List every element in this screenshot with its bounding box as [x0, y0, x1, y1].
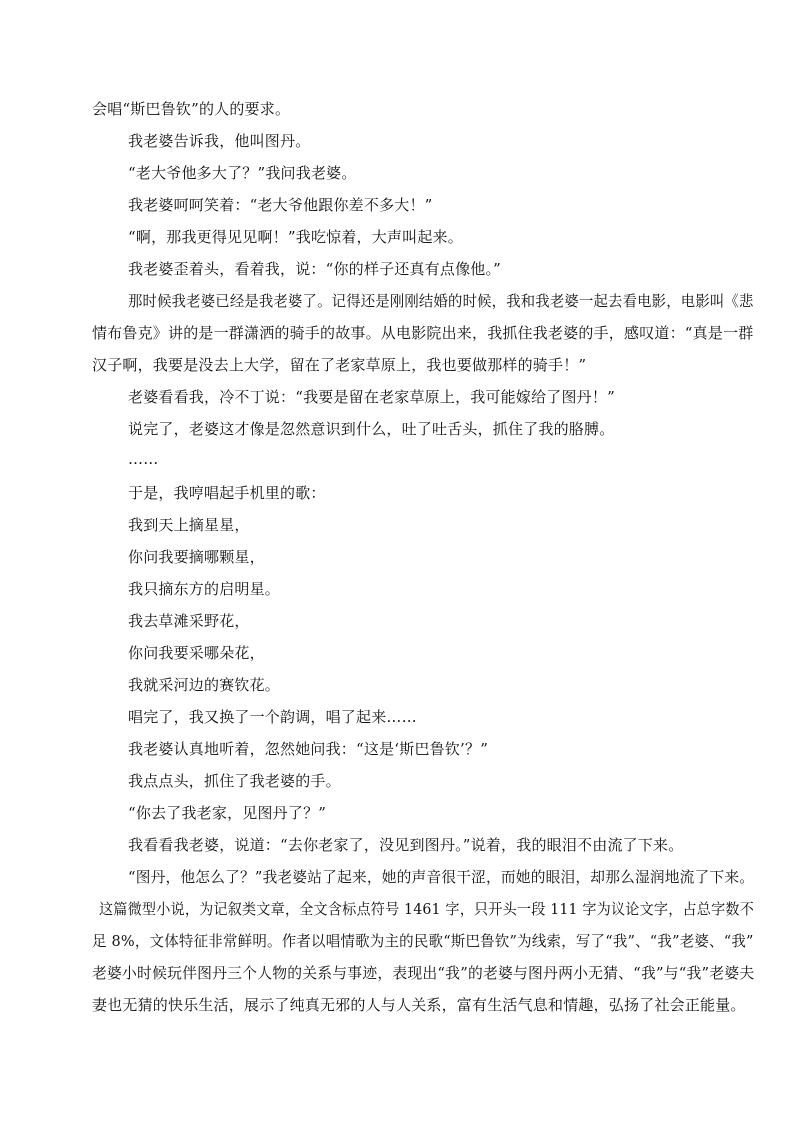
- text-line: 你问我要摘哪颗星，: [128, 548, 265, 566]
- text-line: 我就采河边的赛钦花。: [128, 676, 281, 694]
- text-line: 情布鲁克》讲的是一群潇洒的骑手的故事。从电影院出来，我抓住我老婆的手，感叹道：“真是一群: [92, 324, 754, 342]
- text-line: 会唱“斯巴鲁钦”的人的要求。: [92, 100, 291, 118]
- text-line: 我去草滩采野花，: [128, 612, 250, 630]
- text-line: 说完了，老婆这才像是忽然意识到什么，吐了吐舌头，抓住了我的胳膊。: [128, 420, 615, 438]
- text-line: 足 8%，文体特征非常鲜明。作者以唱情歌为主的民歌“斯巴鲁钦”为线索，写了“我”、“我”老婆、“我”: [92, 932, 754, 950]
- text-line: “图丹，他怎么了？”我老婆站了起来，她的声音很干涩，而她的眼泪，却那么湿润地流了下来。: [128, 868, 755, 886]
- text-line: 汉子啊，我要是没去上大学，留在了老家草原上，我也要做那样的骑手！”: [92, 356, 587, 374]
- text-line: 你问我要采哪朵花，: [128, 644, 265, 662]
- text-line: 我只摘东方的启明星。: [128, 580, 281, 598]
- text-line: “你去了我老家，见图丹了？”: [128, 804, 327, 822]
- text-line: 老婆小时候玩伴图丹三个人物的关系与事迹，表现出“我”的老婆与图丹两小无猜、“我”与“我”老婆夫: [92, 964, 755, 982]
- text-line: 妻也无猜的快乐生活，展示了纯真无邪的人与人关系，富有生活气息和情趣，弘扬了社会正能量。: [92, 996, 746, 1014]
- text-line: 我老婆呵呵笑着：“老大爷他跟你差不多大！”: [128, 196, 433, 214]
- text-line: 我老婆认真地听着，忽然她问我：“这是‘斯巴鲁钦’？”: [128, 740, 489, 758]
- text-line: 我看看我老婆，说道：“去你老家了，没见到图丹。”说着，我的眼泪不由流了下来。: [128, 836, 684, 854]
- text-line: 这篇微型小说，为记叙类文章，全文含标点符号 1461 字，只开头一段 111 字为议论文字，占总字数不: [99, 900, 755, 918]
- text-line: 于是，我哼唱起手机里的歌：: [128, 484, 326, 502]
- text-line: 唱完了，我又换了一个韵调，唱了起来……: [128, 708, 417, 726]
- text-line: 我老婆歪着头，看着我，说：“你的样子还真有点像他。”: [128, 260, 502, 278]
- text-line: ……: [128, 450, 159, 468]
- text-line: 我老婆告诉我，他叫图丹。: [128, 132, 311, 150]
- text-line: 我点点头，抓住了我老婆的手。: [128, 772, 341, 790]
- text-line: “啊，那我更得见见啊！”我吃惊着，大声叫起来。: [128, 228, 463, 246]
- text-line: 那时候我老婆已经是我老婆了。记得还是刚刚结婚的时候，我和我老婆一起去看电影，电影叫《悲: [128, 292, 754, 310]
- text-line: 老婆看看我，冷不丁说：“我要是留在老家草原上，我可能嫁给了图丹！”: [128, 388, 615, 406]
- text-line: 我到天上摘星星，: [128, 516, 250, 534]
- text-line: “老大爷他多大了？”我问我老婆。: [128, 164, 357, 182]
